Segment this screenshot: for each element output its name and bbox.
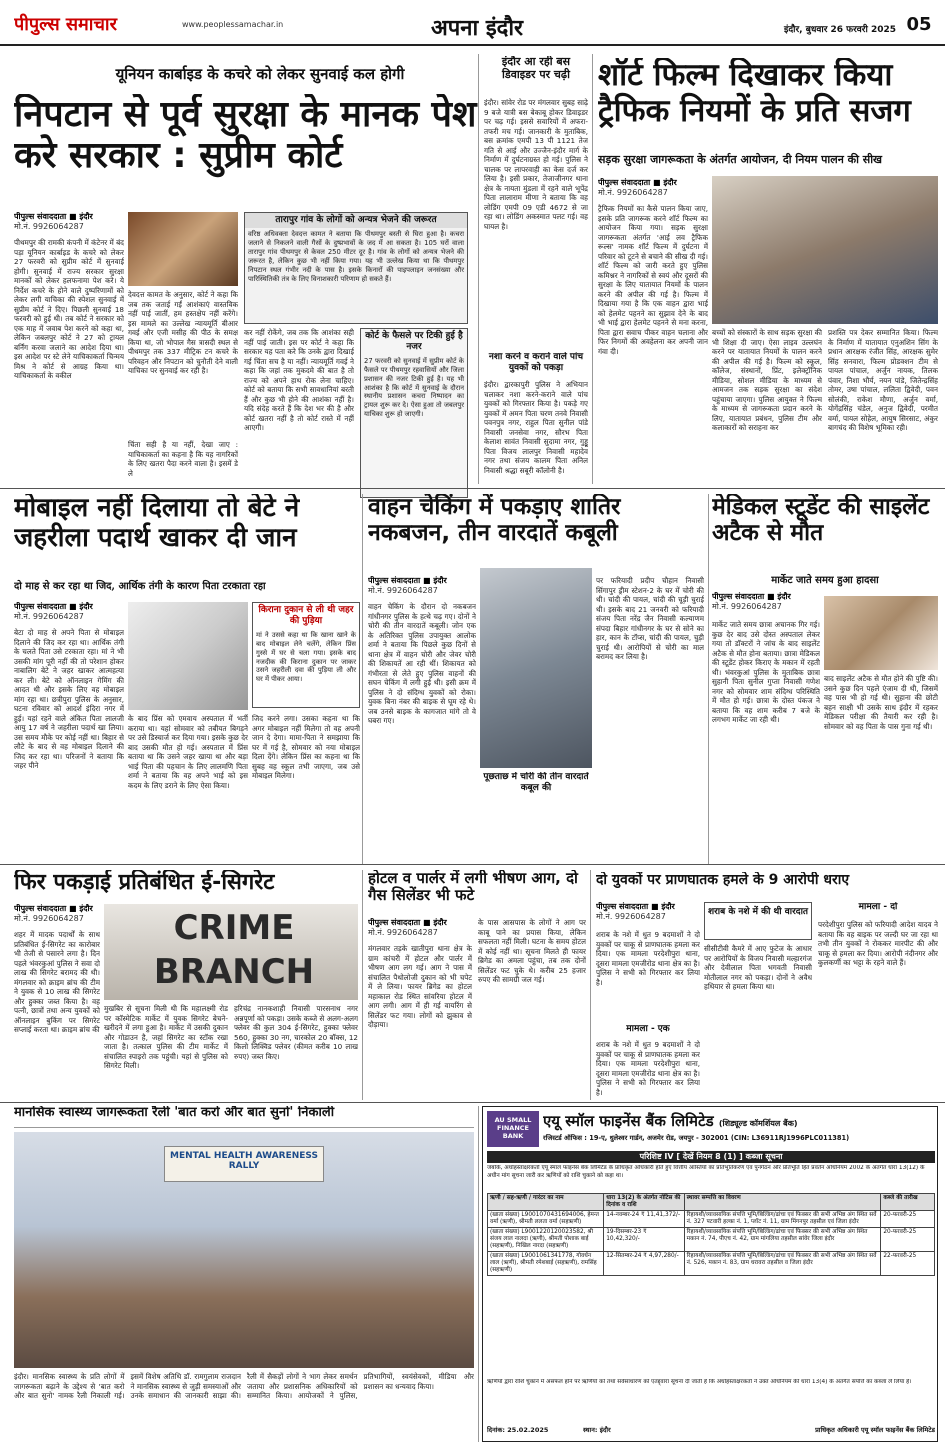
a3-headline: शॉर्ट फिल्म दिखाकर किया ट्रैफिक नियमों के प्रति सजग <box>598 58 911 129</box>
a1-col1: पीथमपुर की रामकी कंपनी में कंटेनर में बंद पड़ा यूनियन कार्बाइड के कचरे को लेकर 27 फरवरी को सुप्रीम कोर्ट में सुनवाई होगी। सुनवाई में राज्य सरकार सुरक्षा मानकों को लेकर हलफनामा पेश करे। ये निर्देश कचरे के होने वाले दुष्परिणामों को लेकर लगी याचिका की स्पेशल सुनवाई में सुप्रीम कोर्ट ने दिए। पिछली सुनवाई 18 फरवरी को हुई थी। तब कोर्ट ने सरकार को एक माह में जवाब पेश करने को कहा था, लेकिन जबलपुर कोर्ट ने 27 को ट्रायल बर्निंग करवा जलाने का आदेश दिया था। इस आदेश पर स्टे लेने याचिकाकर्ता चिन्मय मिश्र ने कोर्ट से आग्रह किया था। याचिकाकर्ता के वकील <box>14 238 124 380</box>
a5-body1: वाहन चेकिंग के दौरान दो नकबजन गांधीनगर पुलिस के हत्थे चढ़ गए। दोनों ने चोरी की तीन वारदातें कबूली। जोन एक के अतिरिक्त पुलिस उपायुक्त आलोक शर्मा ने बताया कि पिछले कुछ दिनों से थाना क्षेत्र में वाहन चोरी और जेवर चोरी की शिकायतें आ रही थीं। शिकायत को गंभीरता से लेते हुए पुलिस वाहनों की सघन चेकिंग में लगी हुई थी। इसी क्रम में पुलिस ने दो संदिग्ध युवकों को रोका। युवक बिना नंबर की बाइक से घूम रहे थे। जब उनसे बाइक के कागजात मांगे तो वे घबरा गए। <box>368 602 476 725</box>
a9-body2: सीसीटीवी कैमरे में आए फुटेज के आधार पर आरोपियों के विजय निवासी मल्हारगंज और देवीलाल पिता भगवती निवासी मोतीलाल नगर को पकड़ा। दोनों ने अवैध हथियार से हमला किया था। <box>704 944 812 991</box>
a1-sidebox-title: तारापुर गांव के लोगों को अन्यत्र भेजने की जरूरत <box>245 213 467 228</box>
bank-notice-ad <box>482 1106 938 1442</box>
a1-sidebox2-body: 27 फरवरी को सुनवाई में सुप्रीम कोर्ट के फैसले पर पीथमपुर रहवासियों और जिला प्रशासन की नजर टिकी हुई है। यह भी आशंका है कि कोर्ट में सुनवाई के दौरान स्थानीय प्रशासन कचरा निष्पादन का ट्रायल शुरू कर दे। ऐसा हुआ तो जबलपुर याचिका शुरू हो जाएगी। <box>364 356 464 419</box>
a7-body1: शहर में मादक पदार्थों के साथ प्रतिबंधित ई-सिगरेट का कारोबार भी तेजी से पसारने लगा है। दिन पहले भंवरकुआं पुलिस ने सवा दो लाख की सिगरेट बरामद की थी। मंगलवार को क्राइम ब्रांच की टीम ने युवक से 10 लाख की सिगरेट और हुक्का जब्त किया है। वह पत्नी, छात्रों तथा अन्य युवकों को ऑनलाइन बुकिंग पर सिगरेट सप्लाई करता था। क्राइम ब्रांच की <box>14 930 100 1034</box>
a6-body1: मार्केट जाते समय छात्रा अचानक गिर गई। कुछ देर बाद उसे दोस्त अस्पताल लेकर गया तो डॉक्टरों ने जांच के बाद साइलेंट अटैक से मौत होना बताया। छात्रा मेडिकल की स्टूडेंट होकर किराए के मकान में रहती थी। भंवरकुआं पुलिस के मुताबिक छात्रा सुहानी पिता सुनील गुप्ता निवासी गणेश नगर को सोमवार शाम संदिग्ध परिस्थिति में मौत हो गई। छात्रा के दोस्त पंकज ने बताया कि वह शाम करीब 7 बजे के लगभग मार्केट जा रही थी। <box>712 620 820 724</box>
bank-cell: (खाता संख्या) L9001070431694006, हेमन्त वर्मा (ऋणी), श्रीमती ललता वर्मा (सहऋणी) <box>488 1210 604 1227</box>
bank-table-wrap <box>487 1193 935 1375</box>
a6-headline: मेडिकल स्टूडेंट की साइलेंट अटैक से मौत <box>712 494 930 547</box>
bank-th-3: कब्जे की तारीख <box>881 1194 935 1211</box>
bank-title-sub: (शिड्यूल्ड कॉमर्शियल बैंक) <box>718 1119 798 1128</box>
bank-cell: 14-नवम्बर-24 ₹ 11,41,372/- <box>604 1210 684 1227</box>
a9-box <box>704 902 812 940</box>
a4-headline: मोबाइल नहीं दिलाया तो बेटे ने जहरीला पदार्थ खाकर दी जान <box>14 494 300 553</box>
accused-photo <box>480 568 592 768</box>
a1-kicker: यूनियन कार्बाइड के कचरे को लेकर सुनवाई कल होगी <box>115 65 405 83</box>
a7-body2: मुखबिर से सूचना मिली थी कि महालक्ष्मी रोड पर कॉस्मेटिक मार्केट में युवक सिगरेट बेचने-खरीदने में लगा हुआ है। मार्केट में उसकी दुकान और गोडाउन है, जहां सिगरेट का स्टॉक रखा जाता है। तत्काल पुलिस की टीम मार्केट में संचालित स्पाइरो तक पहुंची। यहां से पुलिस को सिगरेट मिली। <box>104 1004 228 1070</box>
rally-banner: MENTAL HEALTH AWARENESS RALLY <box>164 1146 324 1182</box>
feet-photo <box>824 596 938 670</box>
bank-address: रजिस्टर्ड ऑफिस : 19-ए, धुलेश्वर गार्डन, अजमेर रोड, जयपुर - 302001 (CIN: L36911RJ1996PLC011381) <box>543 1134 850 1142</box>
a4-box-title: किराना दुकान से ली थी जहर की पुड़िया <box>258 605 354 626</box>
a6-byline: पीपुल्स संवाददाता ■ इंदौर मो.नं. 9926064287 <box>712 592 791 612</box>
a9-headline: दो युवकों पर प्राणघातक हमले के 9 आरोपी धराए <box>596 872 850 888</box>
traffic-event-photo <box>712 176 938 324</box>
masthead <box>0 0 945 46</box>
a3-body1: ट्रैफिक नियमों का कैसे पालन किया जाए, इसके प्रति जागरूक करने शॉर्ट फिल्म का आयोजन किया गया। सड़क सुरक्षा जागरूकता अंतर्गत 'आई लव ट्रैफिक रूल्स' नामक शॉर्ट फिल्म में दुर्घटना में परिवार को टूटने से बचाने की सीख दी गई। शॉर्ट फिल्म को जारी करते हुए पुलिस कमिश्नर ने नागरिकों से स्वयं और दूसरों की सुरक्षा के लिए यातायात नियमों के पालन करने की अपील की गई है। फिल्म में दिखाया गया है कि एक वाहन द्वारा भाई को हेलमेट पहनने का सुझाव देने के बाद भी भाई द्वारा हेलमेट पहनने से मना करना, पिता द्वारा सवाच पीकर वाहन चलाना और फिर निगमों की अवहेलना कर अपनी जान गंवा दी। <box>598 204 708 356</box>
a10-headline: मानसिक स्वास्थ्य जागरूकता रैली 'बात करो और बात सुनो' निकाली <box>14 1106 474 1128</box>
a2-body: इंदौर। सांवेर रोड पर मंगलवार सुबह साढ़े 9 बजे यात्री बस बेकाबू होकर डिवाइडर पर चढ़ गई। इससे सवारियों में अफरा-तफरी मच गई। जानकारी के मुताबिक, बस क्रमांक एमपी 13 पी 1121 तेज गति से आई और उज्जैन-इंदौर मार्ग के निर्माण में दुर्घटनाग्रस्त हो गई। पुलिस ने चालक पर लापरवाही का केस दर्ज कर लिया है। इसी प्रकार, तेजाजीनगर थाना क्षेत्र के नायता मुंडला में रहने वाले भूपेंद्र पिता लालाराम मीणा ने बताया कि वह लोडिंग एमपी 09 एडी 4672 से जा रहा था। लोडिंग अकस्मात पलट गई। वह घायल है। <box>484 98 588 231</box>
a4-deck: दो माह से कर रहा था जिद, आर्थिक तंगी के कारण पिता टरकाता रहा <box>14 581 266 592</box>
a4-byline: पीपुल्स संवाददाता ■ इंदौर मो.नं. 9926064287 <box>14 602 93 622</box>
masthead-website: www.peoplessamachar.in <box>182 20 284 29</box>
dateline: इंदौर, बुधवार 26 फरवरी 2025 <box>783 25 896 35</box>
a3-deck: सड़क सुरक्षा जागरूकता के अंतर्गत आयोजन, दी नियम पालन की सीख <box>598 153 883 166</box>
hand-photo <box>128 602 248 710</box>
bank-cell: 20-फरवरी-25 <box>881 1210 935 1227</box>
bank-table <box>487 1193 935 1276</box>
bank-title <box>543 1111 935 1131</box>
a9-sub1: मामला - एक <box>626 1024 670 1034</box>
a10-body: इंदौर। मानसिक स्वास्थ्य के प्रति लोगों में जागरूकता बढ़ाने के उद्देश्य से 'बात करो और बात सुनो' नामक रैली निकाली गई। इसमें विशेष अतिथि डॉ. रामगुलाम राजदान ने मानसिक स्वास्थ्य से जुड़ी समस्याओं और उनके समाधान की जानकारी साझा की। रैली में सैकड़ों लोगों ने भाग लेकर समर्थन जताया और प्रशासनिक अधिकारियों को सम्मानित किया। आयोजकों ने पुलिस, प्रतिभागियों, स्वयंसेवकों, मीडिया और प्रशासन का धन्यवाद किया। <box>14 1372 474 1400</box>
a8-body1: मंगलवार तड़के खातीपुरा थाना क्षेत्र के ग्राम कांचरी में होटल और पार्लर में भीषण आग लग गई। आग ने पास में संचालित पैथोलोजी दुकान को भी चपेट में ले लिया। फायर ब्रिगेड का होटल महाकाल रोड स्थित सांवरिया होटल में आग लगी। आग में ही गई वायरिंग से सिलेंडर फट गया। लोगों को झुकाव से दौड़ाया। <box>368 944 472 1029</box>
a9-body1: शराब के नशे में धुत 9 बदमाशों ने दो युवकों पर चाकू से प्राणघातक हमला कर दिया। एक मामला परदेशीपुरा थाना, दूसरा मामला एमजीरोड थाना क्षेत्र का है। पुलिस ने सभी को गिरफ्तार कर लिया है। <box>596 930 700 987</box>
bank-section-title: परिशिष्ट IV [ देखें नियम 8 (1) ] कब्जा सूचना <box>487 1151 935 1163</box>
a5-body2: पर फरियादी प्रदीप चौहान निवासी सिंगापुर ड्रीम स्टेशन-2 के घर में चोरी की थी। चांदी की पायल, चांदी की चूड़ी चुराई थी। इसके बाद 21 जनवरी को फरियादी संजय पिता नरेंद्र जैन निवासी कल्याणम संपदा बिहार गांधीनगर के घर से सोने का हार, कान के टॉप्स, चांदी की पायल, चुड़ी चुराई थी। आरोपियों से चोरी का माल बरामद कर लिया है। <box>596 576 704 661</box>
bank-cell: रिहायशी/व्यावसायिक संपत्ति भूमि/बिल्डिंग/ढांचा एवं फिक्सर की सभी अभिन्न अंग स्थित मकान नं. 74, पीएच नं. 42, ग्राम मांगलिया तहसील सांवेर जिला इंदौर <box>684 1227 881 1251</box>
crime-text-2: BRANCH <box>153 952 315 992</box>
table-row <box>488 1210 935 1227</box>
a4-body2: के बाद प्रिंस को एमवाय अस्पताल में भर्ती कराया था। यहां सोमवार को तबीयत बिगड़ने पर उसे डिस्चार्ज कर दिया गया। इसके कुछ देर बाद उसकी मौत हो गई। अस्पताल में प्रिंस बताया था कि उसने जहर खाया था और बड़ा भाई पिता की पहचान के लिए लालमणि पिता शर्मा ने बताया कि वह अपने भाई को इस कदम के लिए डराने के लिए ऐसा किया। <box>128 714 248 790</box>
bank-cell: (खाता संख्या) L9001220120023582, श्री संजय लाल नालदा (ऋणी), श्रीमती पोशाक बाई (सहऋणी), निखिल नारदा (सहऋणी) <box>488 1227 604 1251</box>
page-number: 05 <box>906 14 932 35</box>
bank-title-main: एयू स्मॉल फाइनेंस बैंक लिमिटेड <box>543 1112 714 1130</box>
bank-intro: जबकि, अधोहस्ताक्षरकर्ता एयू स्मॉल फाइनेंस बैंक लिमिटेड के प्राधिकृत अधिकारी होते हुए वित्तीय आस्तियों का प्रतिभूतिकरण एवं पुनर्गठन और प्रतिभूति हित प्रवर्तन अधिनियम 2002 के अंतर्गत धारा 13(12) के अधीन मांग सूचना जारी कर ऋणियों को राशि चुकाने को कहा था। <box>487 1165 925 1179</box>
bank-logo: AU SMALL FINANCE BANK <box>487 1111 539 1147</box>
a3-body2: बच्चों को संस्कारों के साथ सड़क सुरक्षा की भी शिक्षा दी जाए। ऐसा लाइव उल्लघंन करने पर यातायात नियमों के पालन करने की अपील की गई है। फिल्म को स्कूल, कॉलेज, संस्थानों, प्रिंट, इलेक्ट्रॉनिक मीडिया, सोशल मीडिया के माध्यम से आमजन तक सड़क सुरक्षा का संदेश पहुंचाया जाएगा। पुलिस आयुक्त ने फिल्म के माध्यम से जागरूकता प्रदान करने के लिए, यातायात प्रबंधन, पुलिस टीम और कलाकारों को सराहना कर <box>712 328 822 432</box>
a1-sidebox-body: वरिष्ठ अधिवक्ता देवदत्त कामत ने बताया कि पीथमपुर बस्ती से घिरा हुआ है। कचरा जलाने से निकलने वाली गैसों के दुष्प्रभावों के जद में आ सकता है। 105 घरों वाला तारापुर गांव पीथमपुर से केवल 250 मीटर दूर है। गांव के लोगों को अन्यत्र भेजने की जरूरत है, लेकिन कुछ भी नहीं किया गया। यह भी उल्लेख किया था कि पीथमपुर निपटान स्थल गंभीर नदी के पास है। इसके किनारों की पाइपलाइन जनसंख्या और पारिस्थितिकी तंत्र के लिए विनाशकारी परिणाम हो सकते हैं। <box>248 229 464 283</box>
table-row <box>488 1251 935 1275</box>
bank-cell: रिहायशी/व्यावसायिक संपत्ति भूमि/बिल्डिंग/ढांचा एवं फिक्सर की सभी अभिन्न अंग स्थित सर्वे नं. 526, मकान नं. 83, ग्राम धरावरा तहसील व जिला इंदौर <box>684 1251 881 1275</box>
bank-cell: 20-फरवरी-25 <box>881 1227 935 1251</box>
a9-body-extra: शराब के नशे में धुत 9 बदमाशों ने दो युवकों पर चाकू से प्राणघातक हमला कर दिया। एक मामला परदेशीपुरा थाना, दूसरा मामला एमजीरोड थाना क्षेत्र का है। पुलिस ने सभी को गिरफ्तार कर लिया है। <box>596 1040 700 1097</box>
a7-byline: पीपुल्स संवाददाता ■ इंदौर मो.नं. 9926064287 <box>14 904 93 924</box>
section-title: अपना इंदौर <box>430 16 524 41</box>
bank-sign-date: दिनांक: 25.02.2025 <box>487 1426 549 1434</box>
a2-body2: इंदौर। द्वारकापुरी पुलिस ने अभियान चलाकर नशा करने-कराने वाले पांच युवकों को गिरफ्तार किया है। पकड़े गए युवकों में अमन पिता चरण तनवे निवासी पवनपुत्र नगर, राहुल पिता सुनील पांडे निवासी जनसेवा नगर, सौरभ पिता केलाश सावंत निवासी सुदामा नगर, गुड्डू पिता विजय लालपुर निवासी महादेव नगर तथा संजय कालम पिता अनिल निवासी श्रद्धा सबूरी कॉलोनी है। <box>484 380 588 475</box>
a8-body2: के पास आसपास के लोगों ने आग पर काबू पाने का प्रयास किया, लेकिन सफलता नहीं मिली। घटना के समय होटल में कोई नहीं था। सूचना मिलते ही फायर ब्रिगेड का अमला पहुंचा, तब तक दोनों सिलेंडर फट चुके थे। करीब 25 हजार रुपए की सामग्री जल गई। <box>478 918 586 984</box>
a7-headline: फिर पकड़ाई प्रतिबंधित ई-सिगरेट <box>14 870 275 895</box>
bank-th-1: धारा 13(2) के अंतर्गत नोटिस की दिनांक व राशि <box>604 1194 684 1211</box>
bank-cell: रिहायशी/व्यावसायिक संपत्ति भूमि/बिल्डिंग/ढांचा एवं फिक्सर की सभी अभिन्न अंग स्थित सर्वे नं. 327 पटवारी हल्का नं. 1, प्लॉट नं. 11, ग्राम मिंगनपुर तहसील एवं जिला इंदौर <box>684 1210 881 1227</box>
a1-col2b: चिंता सही है या नहीं, देखा जाए : याचिकाकर्ता का कहना है कि यह नागरिकों के लिए खतरा पैदा करने वाला है। इसमें डे ले <box>128 440 238 478</box>
a1-sidebox <box>244 212 468 324</box>
a1-byline: पीपुल्स संवाददाता ■ इंदौर मो.नं. 9926064287 <box>14 212 93 232</box>
table-row <box>488 1227 935 1251</box>
rally-photo <box>14 1132 474 1368</box>
bank-th-0: ऋणी / सह-ऋणी / गारंटर का नाम <box>488 1194 604 1211</box>
a8-byline: पीपुल्स संवाददाता ■ इंदौर मो.नं. 9926064287 <box>368 918 447 938</box>
a8-headline: होटल व पार्लर में लगी भीषण आग, दो गैस सिलेंडर भी फटे <box>368 870 578 905</box>
bank-cell: 19-दिसम्बर-23 ₹ 10,42,320/- <box>604 1227 684 1251</box>
bank-footer: ऋणियों द्वारा राशि चुकाने में असफल होने पर ऋणियों को तथा सर्वसाधारण को एतद्द्वारा सूचना दी जाती है कि अधोहस्ताक्षरकर्ता ने उक्त अधिनियम की धारा 13(4) के अंतर्गत संपत्ति का कब्जा ले लिया है। <box>487 1379 912 1385</box>
a4-box <box>252 602 360 708</box>
a9-box-title: शराब के नशे में की थी वारदात <box>707 907 809 917</box>
a3-byline: पीपुल्स संवाददाता ■ इंदौर मो.नं. 9926064287 <box>598 178 677 198</box>
a7-body3: हरिचंद्र नानकशाही निवासी पारसनाथ नगर अन्नपूर्णा को पकड़ा। उसके कब्जे से अलग-अलग फ्लेवर की कुल 304 ई-सिगरेट, हुक्का फ्लेवर 560, हुक्का 30 नग, चारकोल 20 बॉक्स, 12 किलो लिक्विड फ्लेवर (कीमत करीब 10 लाख रुपए) जब्त किए। <box>234 1004 358 1061</box>
a1-sidebox2-title: कोर्ट के फैसले पर टिकी हुई है नजर <box>365 331 463 352</box>
crime-text-1: CRIME <box>173 908 295 948</box>
a3-body3: प्रशस्ति पत्र देकर सम्मानित किया। फिल्म के निर्माण में यातायात एनुअशिन सिंग के प्रधान आरक्षक रंजीत सिंह, आरक्षक सुमेर सिंह सनवारा, फिल्म प्रोडक्शन टीम से पायल पांचाल, अर्जुन नायक, तिलक पंवार, निशा भौर्य, नयन पांडे, जितेन्द्रसिंह तोमर, उषा पांचाल, ललिता द्विवेदी, पवन सोलंकी, राकेश मौणा, अर्जुन वर्मा, योगेंद्रसिंह चंडेल, अनुज द्विवेदी, परमीत वर्मा, पायल सोहेल, आयुष सिरसाट, अंकुर बागचंद की विशेष भूमिका रही। <box>828 328 938 432</box>
a5-byline: पीपुल्स संवाददाता ■ इंदौर मो.नं. 9926064287 <box>368 576 447 596</box>
bank-th-2: स्थावर सम्पत्ति का विवरण <box>684 1194 881 1211</box>
a1-sidebox2 <box>360 328 468 498</box>
a9-sub2: मामला - दो <box>858 902 898 912</box>
a5-headline: वाहन चेकिंग में पकड़ाए शातिर नकबजन, तीन वारदातें कबूली <box>368 494 621 547</box>
bank-cell: 22-फरवरी-25 <box>881 1251 935 1275</box>
seized-goods-photo <box>104 904 358 1000</box>
a1-col2: देवदत्त कामत के अनुसार, कोर्ट ने कहा कि जब तक जताई गईं आशंकाएं वास्तविक नहीं पाई जातीं, हम हस्तक्षेप नहीं करेंगे। इस मामले का उल्लेख न्यायमूर्ति बीआर गवई और एजी मसीह की पीठ के समक्ष किया था, जो भोपाल गैस त्रासदी स्थल से पीथमपुर तक 337 मीट्रिक टन कचरे के परिवहन और निपटान को चुनौती देने वाली याचिका पर सुनवाई कर रही है। <box>128 290 238 375</box>
masthead-logo: पीपुल्स समाचार <box>14 14 117 35</box>
bank-sign-place: स्थान: इंदौर <box>583 1426 611 1434</box>
a9-byline: पीपुल्स संवाददाता ■ इंदौर मो.नं. 9926064287 <box>596 902 675 922</box>
a4-box-body: मां ने उससे कहा था कि खाना खाने के बाद मोबाइल लेने चलेंगे, लेकिन प्रिंस गुस्से में घर से चला गया। इसके बाद नजदीक की किराना दुकान पर जाकर उसने जहरीली दवा की पुड़िया ली और घर में पीकर आया। <box>256 630 356 684</box>
a1-headline: निपटान से पूर्व सुरक्षा के मानक पेश करे सरकार : सुप्रीम कोर्ट <box>14 94 477 177</box>
a6-deck: मार्केट जाते समय हुआ हादसा <box>771 575 879 586</box>
a1-col3a: कर नहीं रोकेंगे, जब तक कि आशंका सही नहीं पाई जाती। इस पर कोर्ट ने कहा कि सरकार यह पता करे कि उनके द्वारा दिखाई गई चिंता सच है या नहीं। न्यायमूर्ति गवई ने कहा कि जहां तक मुकदमे की बात है तो राज्य को अपने हाथ रोक लेना चाहिए। कोर्ट को बताया कि सभी सावधानियां बरती हैं और कुछ भी होने की आशंका नहीं है। यदि संदेह करते हैं कि देश भर की है और कोर्ट खतरा नहीं है तो कोर्ट रास्ते में नहीं आएगी। <box>244 328 354 432</box>
a4-body3: जिद करने लगा। उसका कहना था कि अगर मोबाइल नहीं मिलेगा तो वह अपनी जान दे देगा। मामा-पिता ने समझाया कि घर में गई है, सोमवार को नया मोबाइल दिला देंगे। लेकिन प्रिंस का कहना था कि सुबह वह स्कूल तभी जाएगा, जब उसे मोबाइल मिलेगा। <box>252 714 360 780</box>
bank-sign-name: प्राधिकृत अधिकारी एयू स्मॉल फाइनेंस बैंक लिमिटेड <box>815 1426 935 1434</box>
a5-photo-caption: पूछताछ में चोरी की तीन वारदातें कबूल की <box>483 772 589 793</box>
a9-body3: परदेशीपुरा पुलिस को फरियादी आदेश यादव ने बताया कि वह बाइक पर जल्दी घर जा रहा था तभी तीन युवकों ने रोककर मारपीट की और चाकू से हमला कर दिया। आरोपी नंदीनगर और कुलकर्णी का भट्टा के रहने वाले हैं। <box>818 920 938 967</box>
a2-headline: इंदौर आ रही बस डिवाइडर पर चढ़ी <box>501 56 571 81</box>
bank-cell: (खाता संख्या) L9001061341778, गोवर्धन लाल (ऋणी), श्रीमती रमेशबाई (सहऋणी), रामसिंह (सहऋणी) <box>488 1251 604 1275</box>
gavel-photo <box>128 212 238 286</box>
a2-head2: नशा करने व कराने वाले पांच युवकों को पकड़ा <box>488 352 584 373</box>
a4-body1: बेटा दो माह से अपने पिता से मोबाइल दिलाने की जिद कर रहा था। आर्थिक तंगी के चलते पिता उसे टरकाता रहा। मां ने भी उसकी मांग पूरी नहीं की तो परेशान होकर नाबालिग बेटे ने जहर खाकर आत्महत्या कर ली। बेटे को ऑनलाइन गेमिंग की आदत थी और इसके लिए वह मोबाइल मांग रहा था। छत्रीपुरा पुलिस के अनुसार, घटना रविवार को आदर्श इंदिरा नगर में हुई। यहां रहने वाले अंकित पिता लालजी आयु 17 वर्ष ने जहरीला पदार्थ खा लिया। उस समय मौके पर कोई नहीं था। बिहार से लौटे के बाद से वह मोबाइल दिलाने की जिद कर रहा था। परिजनों ने बताया कि जहर पीने <box>14 628 124 770</box>
a6-body2: बाद साइलेंट अटैक से मौत होने की पुष्टि की। उसने कुछ दिन पहले एंजाम दी थी, जिसमें वह पास भी हो गई थी। सुहाना की छोटी बहन साक्षी भी उसके साथ इंदौर में रहकर मेडिकल परीक्षा की तैयारी कर रही है। सोमवार को वह पिता के पास गुना गई थी। <box>824 674 938 731</box>
bank-cell: 12-सितम्बर-24 ₹ 4,97,280/- <box>604 1251 684 1275</box>
